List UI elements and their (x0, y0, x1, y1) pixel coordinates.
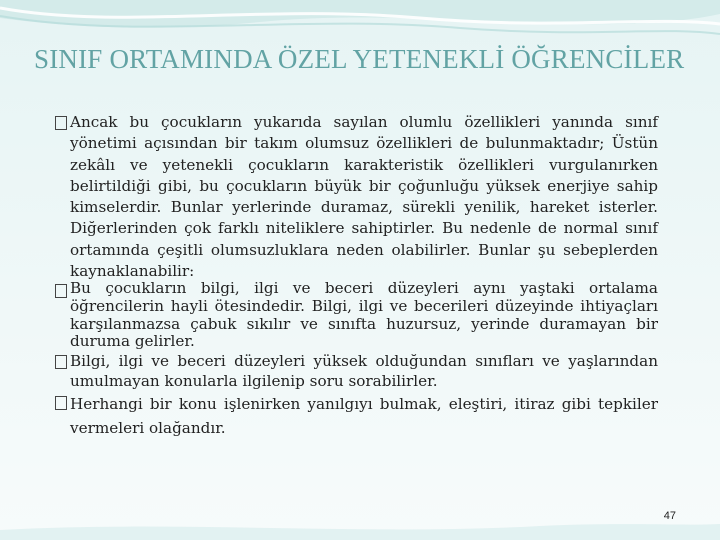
list-item (32, 112, 658, 282)
bullet-list (32, 112, 658, 440)
bottom-wave-decoration (0, 500, 720, 540)
box-bullet-icon (32, 112, 70, 134)
bullet-text: Ancak bu çocukların yukarıda sayılan olumlu özellikleri yanında sınıf yönetimi açısından bir takım olumsuz özellikleri de bulunmaktadır; Üstün zekâlı ve yetenekli çocukların karakteristik özellikleri vurgulanırken belirtildiği gibi, bu çocukların büyük bir çoğunluğu yüksek enerjiye sahip kimselerdir. Bunlar yerlerinde duramaz, sürekli yenilik, hareket isterler. Diğerlerinden çok farklı niteliklere sahiptirler. Bu nedenle de normal sınıf ortamında çeşitli olumsuzluklara neden olabilirler. Bunlar şu sebeplerden kaynaklanabilir: (70, 113, 658, 281)
box-bullet-icon (32, 392, 70, 414)
bullet-text: Herhangi bir konu işlenirken yanılgıyı bulmak, eleştiri, itiraz gibi tepkiler vermeleri olağandır. (70, 394, 658, 437)
bullet-text: Bilgi, ilgi ve beceri düzeyleri yüksek olduğundan sınıfları ve yaşlarından umulmayan konularla ilgilenip soru sorabilirler. (70, 351, 658, 390)
bullet-text: Bu çocukların bilgi, ilgi ve beceri düzeyleri aynı yaştaki ortalama öğrencilerin hayli ötesindedir. Bilgi, ilgi ve becerileri düzeyinde ihtiyaçları karşılanmazsa çabuk sıkılır ve sınıfta huzursuz, yerinde duramayan bir duruma gelirler. (70, 279, 658, 351)
box-bullet-icon (32, 280, 70, 302)
list-item (32, 351, 658, 391)
list-item (32, 392, 658, 440)
list-item (32, 280, 658, 350)
box-bullet-icon (32, 351, 70, 373)
page-number: 47 (663, 510, 676, 522)
slide-title: SINIF ORTAMINDA ÖZEL YETENEKLİ ÖĞRENCİLER (34, 44, 685, 74)
